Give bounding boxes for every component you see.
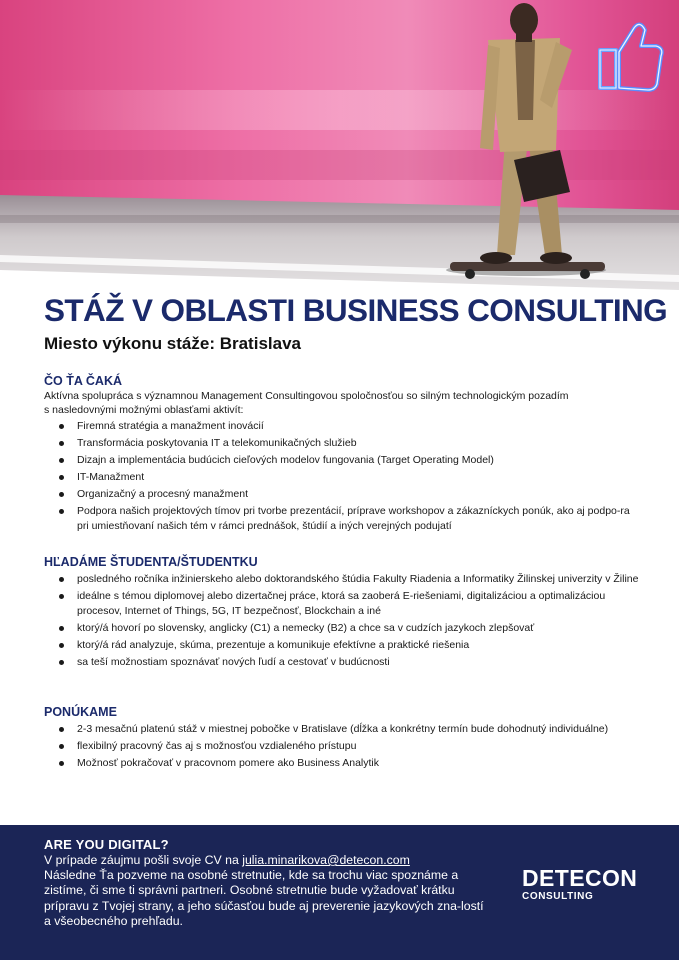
bullet-icon [59,424,64,429]
list-item [44,621,644,636]
bullet-list [44,722,644,771]
bullet-icon [59,761,64,766]
page-title: STÁŽ V OBLASTI BUSINESS CONSULTING [44,292,668,328]
list-item [44,504,644,534]
list-item [44,756,644,771]
list-item-text: flexibilný pracovný čas aj s možnosťou vzdialeného prístupu [77,740,357,752]
footer-heading: ARE YOU DIGITAL? [44,837,169,852]
list-item [44,436,644,451]
list-item [44,470,644,485]
footer-text [44,853,484,929]
email-link[interactable]: julia.minarikova@detecon.com [242,853,410,867]
brand-subtitle: CONSULTING [522,891,594,902]
detecon-logo [522,865,637,903]
list-item [44,638,644,653]
list-item-text: IT-Manažment [77,471,145,483]
list-item [44,453,644,468]
section-expectations [44,374,644,536]
bullet-icon [59,475,64,480]
bullet-icon [59,744,64,749]
list-item [44,419,644,434]
bullet-icon [59,492,64,497]
bullet-icon [59,441,64,446]
bullet-icon [59,643,64,648]
bullet-icon [59,458,64,463]
intro-line: Aktívna spolupráca s významnou Management Consultingovou spoločnosťou so silným technologickým pozadím [44,390,569,402]
list-item-text: ktorý/á hovorí po slovensky, anglicky (C1) a nemecky (B2) a chce sa v cudzích jazykoch zlepšovať [77,622,535,634]
header [44,292,668,355]
bullet-icon [59,509,64,514]
list-item-text: ideálne s témou diplomovej alebo dizertačnej práce, ktorá sa zaoberá E-riešeniami, digitalizáciou a optimalizáciou procesov, Internet of Things, 5G, IT bezpečnosť, Blockchain a iné [77,590,606,617]
section-heading: HĽADÁME ŠTUDENTA/ŠTUDENTKU [44,555,258,569]
hero-photo [0,0,679,300]
list-item-text: ktorý/á rád analyzuje, skúma, prezentuje a komunikuje efektívne a praktické riešenia [77,639,470,651]
hero-image [0,0,679,300]
list-item [44,572,644,587]
section-offer [44,705,644,773]
bullet-icon [59,626,64,631]
intro-line: s nasledovnými možnými oblasťami aktivít: [44,404,244,416]
bullet-icon [59,727,64,732]
bullet-icon [59,594,64,599]
list-item-text: posledného ročníka inžinierskeho alebo doktorandského štúdia Fakulty Riadenia a Informatiky Žilinskej univerzity v Žiline [77,573,639,585]
page-subtitle: Miesto výkonu stáže: Bratislava [44,334,301,353]
brand-name: DETECON [522,865,638,891]
list-item [44,655,644,670]
list-item-text: Podpora našich projektových tímov pri tvorbe prezentácií, príprave workshopov a zákazníckych ponúk, ako aj podpo-ra pri umiestňovaní našich tém v rámci prednášok, štúdií a iných verejných podujatí [77,505,630,532]
list-item-text: 2-3 mesačnú platenú stáž v miestnej pobočke v Bratislave (dĺžka a konkrétny termín bude dohodnutý individuálne) [77,723,609,735]
section-requirements [44,555,644,672]
list-item [44,739,644,754]
list-item-text: Firemná stratégia a manažment inovácií [77,420,264,432]
section-heading: ČO ŤA ČAKÁ [44,374,123,388]
list-item-text: sa teší možnostiam spoznávať nových ľudí a cestovať v budúcnosti [77,656,390,668]
list-item [44,487,644,502]
list-item-text: Možnosť pokračovať v pracovnom pomere ako Business Analytik [77,757,380,769]
section-heading: PONÚKAME [44,705,117,719]
bullet-list [44,419,644,534]
bullet-list [44,572,644,670]
footer-paragraph: Následne Ťa pozveme na osobné stretnutie, kde sa trochu viac spoznáme a zistíme, či sme ti správni partneri. Osobné stretnutie bude vyžadovať krátku prípravu z Tvojej strany, a jeho súčasťou bude aj preverenie jazykových zna-lostí a všeobecného prehľadu. [44,868,484,928]
list-item-text: Dizajn a implementácia budúcich cieľových modelov fungovania (Target Operating Model) [77,454,494,466]
section-intro [44,389,644,417]
list-item [44,589,644,619]
bullet-icon [59,660,64,665]
cv-prefix: V prípade záujmu pošli svoje CV na [44,853,243,867]
bullet-icon [59,577,64,582]
list-item [44,722,644,737]
list-item-text: Organizačný a procesný manažment [77,488,248,500]
footer [0,825,679,960]
list-item-text: Transformácia poskytovania IT a telekomunikačných služieb [77,437,357,449]
